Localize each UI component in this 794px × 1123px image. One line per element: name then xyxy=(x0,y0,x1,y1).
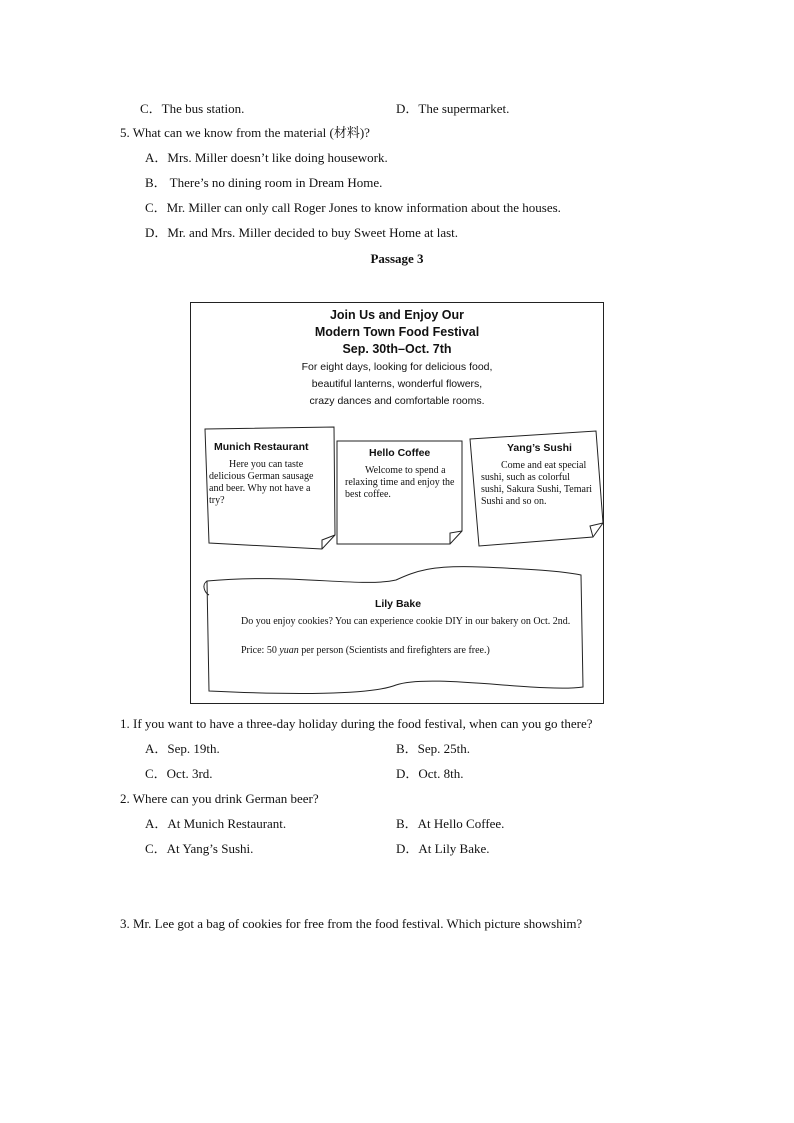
q2-option-d: D．At Lily Bake. xyxy=(396,841,490,856)
lily-bake-banner-shape xyxy=(204,567,583,694)
q4-option-d: D．The supermarket. xyxy=(396,101,510,116)
q1-stem: 1. If you want to have a three-day holiday during the food festival, when can you go there? xyxy=(120,716,593,731)
festival-poster xyxy=(190,302,604,704)
q5-option-a: A．Mrs. Miller doesn’t like doing housework. xyxy=(145,150,388,165)
munich-restaurant-body: Here you can taste delicious German sausage and beer. Why not have a try? xyxy=(209,459,314,506)
lily-bake-line-1: Do you enjoy cookies? You can experience cookie DIY in our bakery on Oct. 2nd. xyxy=(241,616,571,627)
munich-restaurant-title: Munich Restaurant xyxy=(214,441,309,453)
q5-stem: 5. What can we know from the material (材料)? xyxy=(120,125,370,140)
poster-intro-line-1: For eight days, looking for delicious food, xyxy=(301,361,493,373)
q1-option-b: B．Sep. 25th. xyxy=(396,741,471,756)
q2-option-b: B．At Hello Coffee. xyxy=(396,816,505,831)
yangs-sushi-title: Yang’s Sushi xyxy=(507,442,572,454)
lily-bake-price-unit: yuan xyxy=(279,645,299,656)
passage-title: Passage 3 xyxy=(370,251,424,266)
poster-header-dates: Sep. 30th–Oct. 7th xyxy=(342,342,452,356)
q2-option-c: C．At Yang’s Sushi. xyxy=(145,841,254,856)
q1-option-d: D．Oct. 8th. xyxy=(396,766,464,781)
q2-stem: 2. Where can you drink German beer? xyxy=(120,791,319,806)
lily-bake-price xyxy=(241,645,576,657)
poster-header-line-1: Join Us and Enjoy Our xyxy=(329,308,465,322)
q5-option-b: B． There’s no dining room in Dream Home. xyxy=(145,175,383,190)
hello-coffee-body: Welcome to spend a relaxing time and enjoy the best coffee. xyxy=(345,465,455,500)
yangs-sushi-body: Come and eat special sushi, such as colorful sushi, Sakura Sushi, Temari Sushi and so on. xyxy=(481,460,593,507)
lily-bake-title: Lily Bake xyxy=(374,598,422,610)
q2-option-a: A．At Munich Restaurant. xyxy=(145,816,287,831)
q5-option-c: C．Mr. Miller can only call Roger Jones to know information about the houses. xyxy=(145,200,561,215)
poster-intro-line-3: crazy dances and comfortable rooms. xyxy=(309,395,485,407)
lily-bake-price-prefix: Price: 50 xyxy=(241,645,280,656)
q4-option-c: C．The bus station. xyxy=(140,101,245,116)
hello-coffee-title: Hello Coffee xyxy=(369,447,431,459)
q3-stem: 3. Mr. Lee got a bag of cookies for free from the food festival. Which picture showshim? xyxy=(120,916,583,931)
poster-intro-line-2: beautiful lanterns, wonderful flowers, xyxy=(311,378,483,390)
lily-bake-price-suffix: per person (Scientists and firefighters are free.) xyxy=(298,645,490,656)
q1-option-c: C．Oct. 3rd. xyxy=(145,766,213,781)
poster-header-line-2: Modern Town Food Festival xyxy=(314,325,480,339)
q5-option-d: D．Mr. and Mrs. Miller decided to buy Sweet Home at last. xyxy=(145,225,459,240)
q1-option-a: A．Sep. 19th. xyxy=(145,741,220,756)
